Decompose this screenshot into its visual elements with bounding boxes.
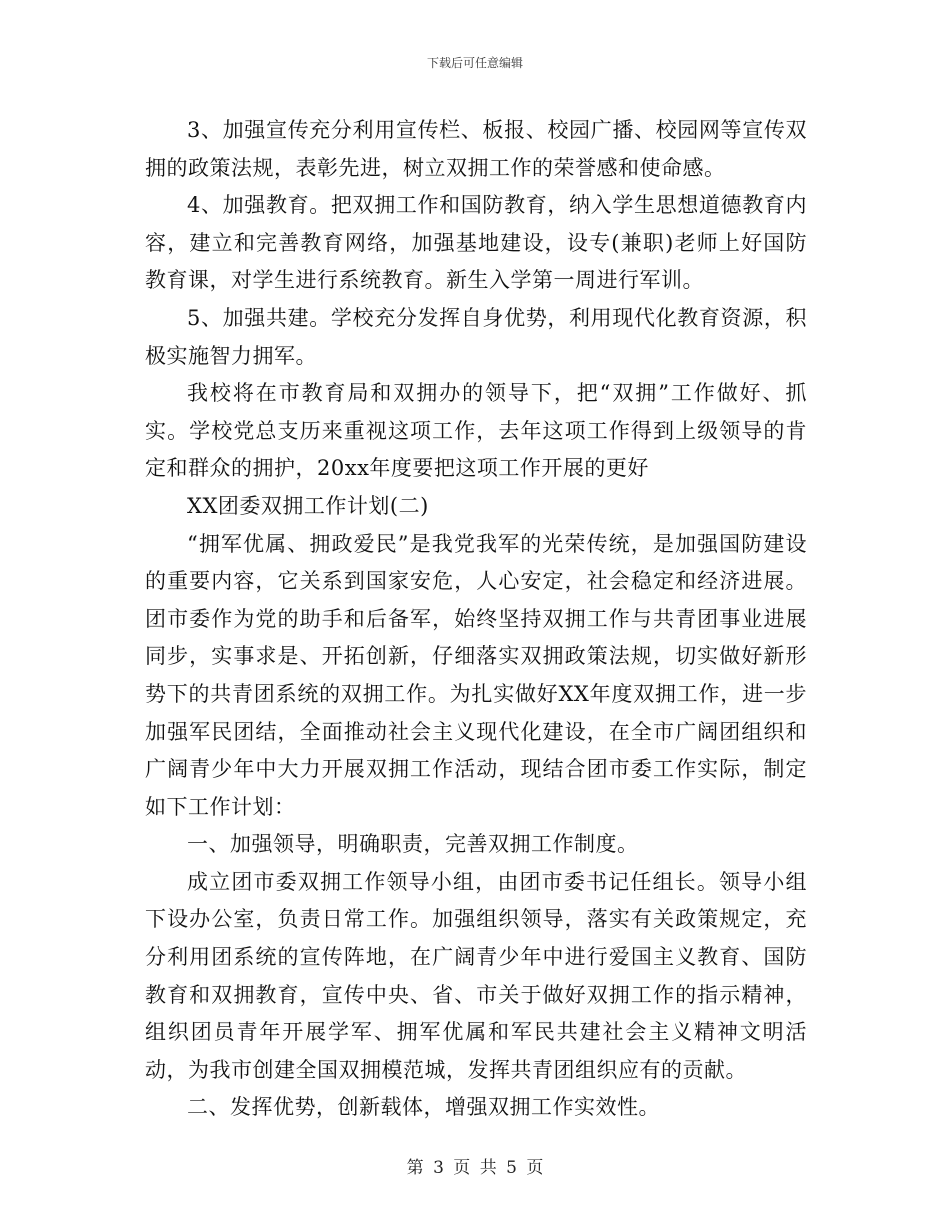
heading-item-1: 一、加强领导，明确职责，完善双拥工作制度。 [187,832,639,857]
paragraph-3: 5、加强共建。学校充分发挥自身优势，利用现代化教育资源，积极实施智力拥军。 [145,305,807,368]
paragraph-2: 4、加强教育。把双拥工作和国防教育，纳入学生思想道德教育内容，建立和完善教育网络，加强基地建设，设专(兼职)老师上好国防教育课，对学生进行系统教育。新生入学第一周进行军训。 [145,193,807,293]
paragraph-1: 3、加强宣传充分利用宣传栏、板报、校园广播、校园网等宣传双拥的政策法规，表彰先进，树立双拥工作的荣誉感和使命感。 [145,118,807,180]
paragraph-8: 成立团市委双拥工作领导小组，由团市委书记任组长。领导小组下设办公室，负责日常工作。加强组织领导，落实有关政策规定，充分利用团系统的宣传阵地，在广阔青少年中进行爱国主义教育、国防教育和双拥教育，宣传中央、省、市关于做好双拥工作的指示精神，组织团员青年开展学军、拥军优属和军民共建社会主义精神文明活动，为我市创建全国双拥模范城，发挥共青团组织应有的贡献。 [145,869,807,1082]
document-body [145,112,807,1127]
page-header: 下载后可任意编辑 [426,56,523,70]
heading-item-2: 二、发挥优势，创新载体，增强双拥工作实效性。 [187,1095,660,1120]
page-number: 第 3 页 共 5 页 [406,1158,544,1178]
section-title: XX团委双拥工作计划(二) [187,493,429,518]
paragraph-6: “拥军优属、拥政爱民”是我党我军的光荣传统，是加强国防建设的重要内容，它关系到国家安危，人心安定，社会稳定和经济进展。团市委作为党的助手和后备军，始终坚持双拥工作与共青团事业进展同步，实事求是、开拓创新，仔细落实双拥政策法规，切实做好新形势下的共青团系统的双拥工作。为扎实做好XX年度双拥工作，进一步加强军民团结，全面推动社会主义现代化建设，在全市广阔团组织和广阔青少年中大力开展双拥工作活动，现结合团市委工作实际，制定如下工作计划： [145,531,807,819]
paragraph-4: 我校将在市教育局和双拥办的领导下，把“双拥”工作做好、抓实。学校党总支历来重视这项工作，去年这项工作得到上级领导的肯定和群众的拥护，20xx年度要把这项工作开展的更好 [145,381,807,481]
